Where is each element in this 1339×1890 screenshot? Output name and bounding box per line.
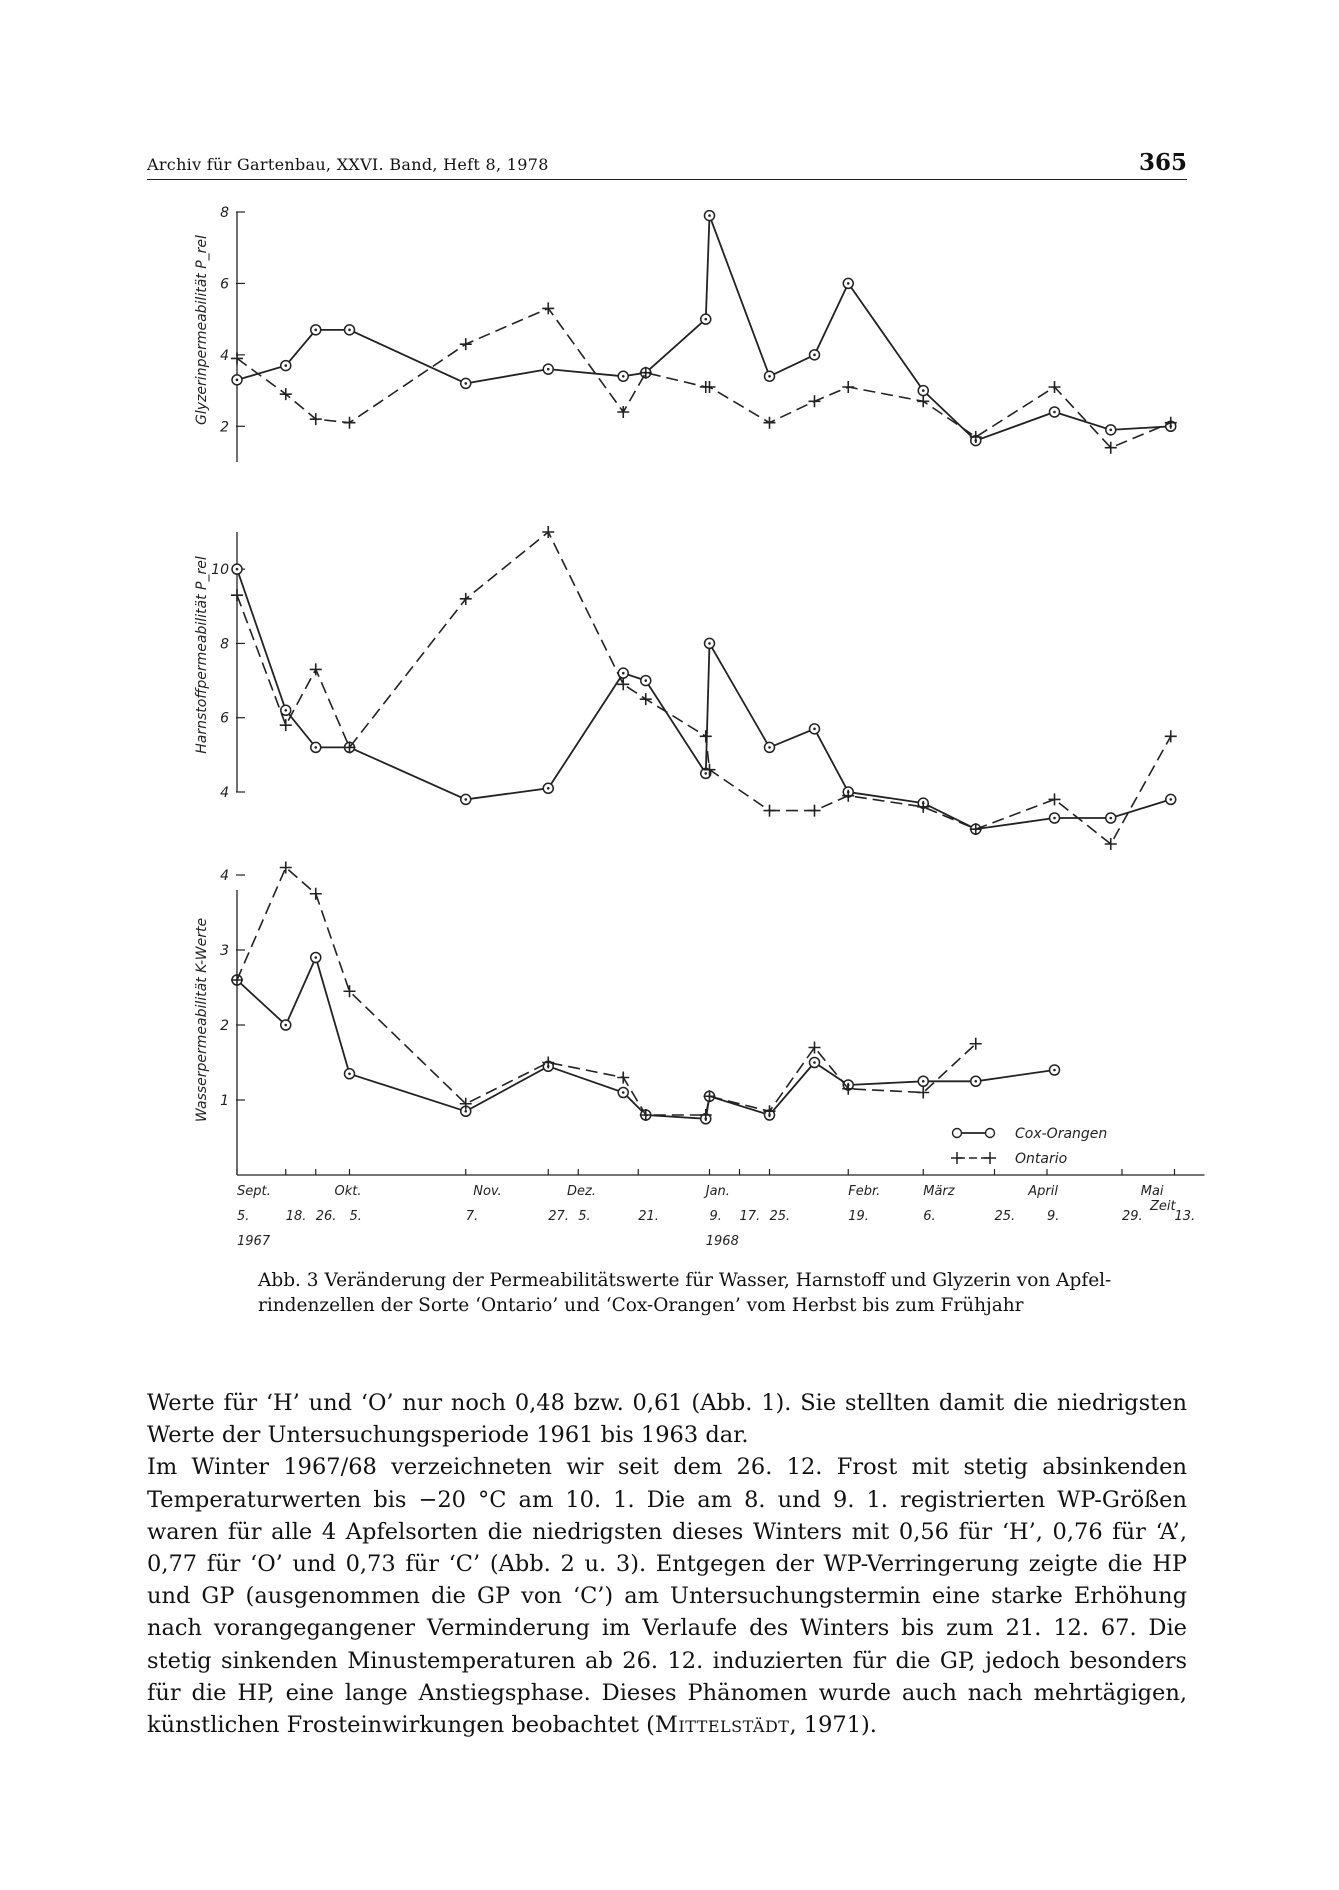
y-axis-label: Glyzerinpermeabilität P_rel	[194, 235, 210, 425]
x-axis-label: Zeit	[1150, 1199, 1176, 1214]
caption-line-1: Abb. 3 Veränderung der Permeabilitätswerte für Wasser, Harnstoff und Glyzerin von Apfel-	[258, 1270, 1112, 1291]
ontario-point	[917, 395, 929, 407]
x-day-label: 18.	[285, 1209, 307, 1224]
y-tick-label: 10	[211, 562, 229, 579]
cox-orangen-point-dot	[622, 672, 625, 675]
ontario-point	[310, 663, 322, 675]
x-day-label: 25.	[769, 1209, 791, 1224]
cox-orangen-series-line	[237, 216, 1171, 441]
cox-orangen-point-dot	[284, 709, 287, 712]
page-number: 365	[1138, 149, 1187, 176]
x-year-label-1967: 1967	[237, 1234, 271, 1249]
ontario-point	[1165, 730, 1177, 742]
cox-orangen-point-dot	[464, 382, 467, 385]
body-text	[147, 1387, 1187, 1741]
y-axis-label: Harnstoffpermeabilität P_rel	[194, 556, 210, 754]
cox-orangen-point-dot	[622, 1091, 625, 1094]
paragraph-2	[147, 1451, 1187, 1741]
chart-legend	[951, 1126, 1107, 1167]
x-month-label: Nov.	[473, 1184, 502, 1199]
ontario-point	[542, 302, 554, 314]
cox-orangen-point-dot	[1053, 817, 1056, 820]
chart-panel-1	[194, 205, 1177, 462]
cox-orangen-point-dot	[922, 389, 925, 392]
x-day-label: 13.	[1174, 1209, 1196, 1224]
legend-ontario-marker	[984, 1152, 996, 1164]
legend-cox-label: Cox-Orangen	[1015, 1126, 1108, 1142]
cox-orangen-point-dot	[708, 642, 711, 645]
journal-reference: Archiv für Gartenbau, XXVI. Band, Heft 8, 1978	[147, 155, 549, 174]
cox-orangen-point-dot	[236, 379, 239, 382]
ontario-point	[809, 395, 821, 407]
x-month-label: April	[1028, 1184, 1058, 1199]
cox-orangen-point-dot	[1053, 1069, 1056, 1072]
figure-caption	[258, 1268, 1188, 1318]
cox-orangen-point-dot	[284, 364, 287, 367]
x-day-label: 27.	[548, 1209, 569, 1224]
x-day-label: 9.	[1047, 1209, 1060, 1224]
cox-orangen-point-dot	[464, 1110, 467, 1113]
cox-orangen-series-line	[237, 569, 1171, 829]
cox-orangen-point-dot	[314, 746, 317, 749]
ontario-point	[764, 805, 776, 817]
paragraph-2-end: , 1971).	[789, 1712, 877, 1739]
y-tick-label: 6	[220, 710, 229, 727]
cox-orangen-point-dot	[236, 568, 239, 571]
cox-orangen-point-dot	[464, 798, 467, 801]
x-month-label: Mai	[1140, 1184, 1164, 1199]
x-year-label-1968: 1968	[705, 1234, 739, 1249]
cox-orangen-point-dot	[704, 318, 707, 321]
ontario-point	[640, 693, 652, 705]
cox-orangen-point-dot	[314, 329, 317, 332]
cox-orangen-point-dot	[813, 1061, 816, 1064]
ontario-point	[764, 417, 776, 429]
ontario-point	[280, 719, 292, 731]
x-day-label: 6.	[923, 1209, 936, 1224]
cox-orangen-point-dot	[768, 375, 771, 378]
cox-orangen-point-dot	[1053, 411, 1056, 414]
y-tick-label: 4	[220, 785, 229, 801]
chart-panel-2	[194, 526, 1177, 850]
x-month-label: Dez.	[567, 1184, 596, 1199]
cox-orangen-point-dot	[704, 772, 707, 775]
cox-orangen-point-dot	[644, 679, 647, 682]
x-month-label: Jan.	[705, 1184, 730, 1199]
cox-orangen-point-dot	[1109, 817, 1112, 820]
x-day-label: 29.	[1122, 1209, 1143, 1224]
ontario-point	[280, 388, 292, 400]
chart-panel-3	[194, 862, 1060, 1176]
cox-orangen-point-dot	[974, 1080, 977, 1083]
cox-orangen-point-dot	[284, 1024, 287, 1027]
y-tick-label: 1	[220, 1093, 229, 1109]
legend-cox-marker	[953, 1129, 962, 1138]
y-tick-label: 2	[220, 419, 229, 436]
cox-orangen-point-dot	[348, 329, 351, 332]
y-tick-label: 8	[220, 636, 229, 653]
citation-author: Mittelstädt	[654, 1712, 790, 1739]
ontario-point	[542, 526, 554, 538]
cox-orangen-point-dot	[547, 787, 550, 790]
y-tick-label: 6	[220, 276, 229, 293]
x-month-label: Okt.	[334, 1184, 362, 1199]
x-month-label: März	[923, 1184, 955, 1199]
legend-cox-marker	[986, 1129, 995, 1138]
y-tick-label: 3	[220, 943, 229, 959]
ontario-point	[970, 823, 982, 835]
legend-ontario-label: Ontario	[1015, 1151, 1068, 1167]
y-axis-label: Wasserpermeabilität K-Werte	[194, 917, 210, 1123]
cox-orangen-point-dot	[1109, 429, 1112, 432]
cox-orangen-point-dot	[1169, 798, 1172, 801]
x-day-label: 5.	[349, 1209, 362, 1224]
x-day-label: 9.	[709, 1209, 722, 1224]
y-tick-label: 4	[220, 347, 229, 364]
cox-orangen-series-line	[237, 958, 1055, 1119]
ontario-point	[460, 338, 472, 350]
x-day-label: 7.	[465, 1209, 479, 1224]
ontario-point	[617, 406, 629, 418]
x-day-label: 21.	[638, 1209, 659, 1224]
y-tick-label: 4	[220, 868, 229, 884]
ontario-point	[704, 1090, 716, 1102]
ontario-point	[231, 589, 243, 601]
ontario-series-line	[237, 308, 1171, 447]
paragraph-1: Werte für ‘H’ und ‘O’ nur noch 0,48 bzw. 0,61 (Abb. 1). Sie stellten damit die niedrigsten Werte der Untersuchungsperiode 1961 bis 1963 dar.	[147, 1390, 1187, 1449]
ontario-point	[344, 417, 356, 429]
ontario-point	[809, 805, 821, 817]
cox-orangen-point-dot	[847, 282, 850, 285]
ontario-point	[310, 888, 322, 900]
cox-orangen-point-dot	[622, 375, 625, 378]
cox-orangen-point-dot	[922, 1080, 925, 1083]
x-day-label: 17.	[739, 1209, 761, 1224]
x-day-label: 26.	[315, 1209, 337, 1224]
cox-orangen-point-dot	[547, 368, 550, 371]
x-day-label: 25.	[994, 1209, 1016, 1224]
y-tick-label: 8	[220, 205, 229, 221]
x-day-label: 5.	[578, 1209, 591, 1224]
x-day-label: 5.	[237, 1209, 250, 1224]
ontario-point	[231, 352, 243, 364]
ontario-point	[700, 730, 712, 742]
x-month-label: Febr.	[848, 1184, 881, 1199]
y-tick-label: 2	[220, 1018, 229, 1034]
ontario-point	[617, 1072, 629, 1084]
cox-orangen-point-dot	[768, 746, 771, 749]
cox-orangen-point-dot	[813, 354, 816, 357]
legend-ontario-marker	[951, 1152, 963, 1164]
caption-line-2: rindenzellen der Sorte ‘Ontario’ und ‘Cox-Orangen’ vom Herbst bis zum Frühjahr	[258, 1295, 1024, 1316]
ontario-point	[842, 381, 854, 393]
x-day-label: 19.	[848, 1209, 869, 1224]
cox-orangen-point-dot	[813, 728, 816, 731]
x-month-label: Sept.	[237, 1184, 271, 1199]
cox-orangen-point-dot	[708, 214, 711, 217]
cox-orangen-point-dot	[348, 1072, 351, 1075]
ontario-series-line	[237, 532, 1171, 844]
paragraph-2-text: Im Winter 1967/68 verzeichneten wir seit dem 26. 12. Frost mit stetig absinkenden Temperaturwerten bis −20 °C am 10. 1. Die am 8. und 9. 1. registrierten WP-Größen waren für alle 4 Apfelsorten die niedrigsten dieses Winters mit 0,56 für ‘H’, 0,76 für ‘A’, 0,77 für ‘O’ und 0,73 für ‘C’ (Abb. 2 u. 3). Entgegen der WP-Verringerung zeigte die HP und GP (ausgenommen die GP von ‘C’) am Untersuchungstermin eine starke Erhöhung nach vorangegangener Verminderung im Verlaufe des Winters bis zum 21. 12. 67. Die stetig sinkenden Minustemperaturen ab 26. 12. induzierten für die GP, jedoch besonders für die HP, eine lange Anstiegsphase. Dieses Phänomen wurde auch nach mehrtägigen, künstlichen Frosteinwirkungen beobachtet (	[147, 1454, 1187, 1739]
cox-orangen-point-dot	[314, 956, 317, 959]
